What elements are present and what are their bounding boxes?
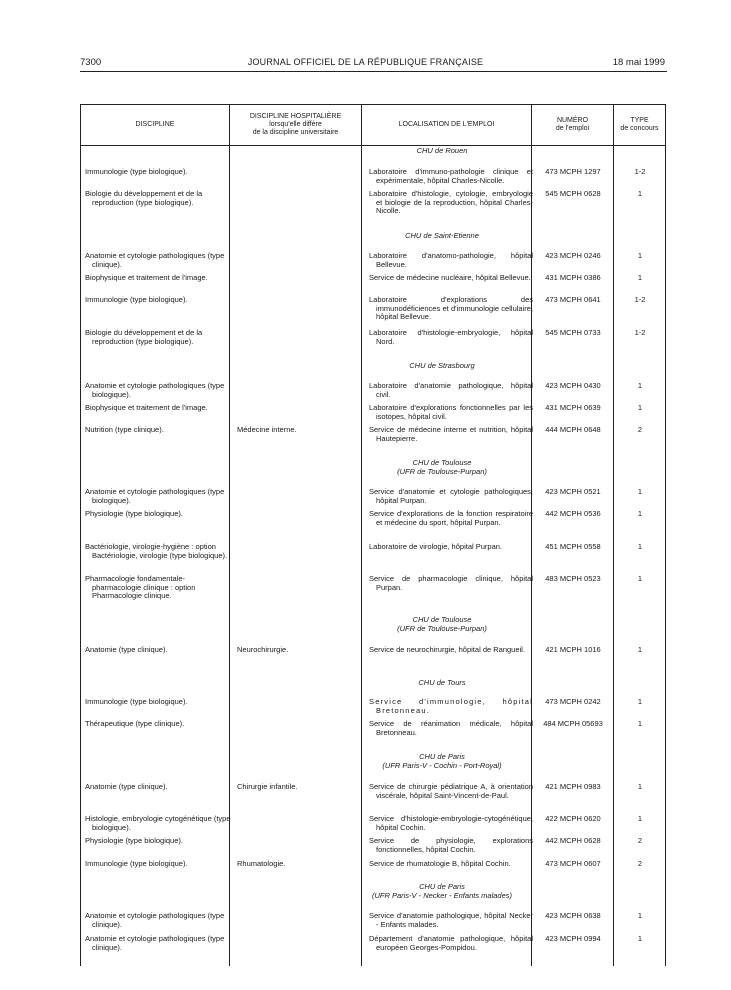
competition-type-cell: 1-2 [634, 167, 646, 176]
position-number-cell: 421 MCPH 1016 [545, 645, 601, 654]
competition-type-cell: 1 [637, 189, 643, 198]
discipline-cell: Physiologie (type biologique). [85, 509, 183, 518]
discipline-cell: Anatomie et cytologie pathologiques (type biologique). [85, 487, 225, 505]
competition-type-cell: 2 [637, 859, 643, 868]
competition-type-cell: 1 [637, 403, 643, 412]
competition-type-cell: 1 [637, 719, 643, 728]
column-divider [613, 104, 614, 966]
discipline-cell: Biologie du développement et de la reproduction (type biologique). [85, 328, 203, 346]
location-cell: Service d'anatomie pathologique, hôpital Necker - Enfants malades. [369, 911, 533, 929]
position-number-cell: 422 MCPH 0620 [545, 814, 601, 823]
location-cell: Laboratoire d'anatomo-pathologie, hôpital Bellevue. [369, 251, 533, 269]
section-heading: CHU de Toulouse (UFR de Toulouse-Purpan) [397, 615, 487, 633]
competition-type-cell: 1 [637, 574, 643, 583]
discipline-cell: Physiologie (type biologique). [85, 836, 183, 845]
position-number-cell: 483 MCPH 0523 [545, 574, 601, 583]
location-cell: Service d'immunologie, hôpital Bretonneau. [369, 697, 533, 715]
discipline-cell: Anatomie et cytologie pathologiques (type clinique). [85, 911, 225, 929]
column-header-number: NUMÉRO de l'emploi [555, 117, 590, 132]
section-heading: CHU de Rouen [416, 146, 468, 155]
competition-type-cell: 1 [637, 697, 643, 706]
position-number-cell: 545 MCPH 0628 [545, 189, 601, 198]
position-number-cell: 431 MCPH 0639 [545, 403, 601, 412]
discipline-cell: Anatomie (type clinique). [85, 645, 168, 654]
competition-type-cell: 1 [637, 381, 643, 390]
position-number-cell: 473 MCPH 1297 [545, 167, 601, 176]
location-cell: Laboratoire d'histologie, cytologie, embryologie et biologie de la reproduction, hôpital Charles-Nicolle. [369, 189, 533, 216]
location-cell: Service de neurochirurgie, hôpital de Rangueil. [369, 645, 525, 654]
competition-type-cell: 1 [637, 911, 643, 920]
location-cell: Laboratoire d'explorations des immunodéficiences et d'immunologie cellulaire, hôpital Bellevue. [369, 295, 533, 322]
competition-type-cell: 2 [637, 425, 643, 434]
competition-type-cell: 1 [637, 487, 643, 496]
discipline-cell: Immunologie (type biologique). [85, 167, 188, 176]
position-number-cell: 423 MCPH 0638 [545, 911, 601, 920]
position-number-cell: 484 MCPH 05693 [543, 719, 603, 728]
position-number-cell: 451 MCPH 0558 [545, 542, 601, 551]
discipline-cell: Anatomie et cytologie pathologiques (type biologique). [85, 381, 225, 399]
position-number-cell: 423 MCPH 0430 [545, 381, 601, 390]
location-cell: Laboratoire d'immuno-pathologie clinique et expérimentale, hôpital Charles-Nicolle. [369, 167, 533, 185]
competition-type-cell: 1-2 [634, 295, 646, 304]
position-number-cell: 444 MCPH 0648 [545, 425, 601, 434]
header-rule [80, 71, 667, 72]
column-header-discipline: DISCIPLINE [135, 121, 175, 128]
location-cell: Service de médecine interne et nutrition, hôpital Hautepierre. [369, 425, 533, 443]
section-heading: CHU de Saint-Etienne [405, 231, 479, 240]
location-cell: Service d'explorations de la fonction respiratoire et médecine du sport, hôpital Purpan. [369, 509, 533, 527]
position-number-cell: 473 MCPH 0242 [545, 697, 601, 706]
position-number-cell: 442 MCPH 0536 [545, 509, 601, 518]
discipline-cell: Anatomie et cytologie pathologiques (type clinique). [85, 934, 225, 952]
hospital-discipline-cell: Chirurgie infantile. [237, 782, 298, 791]
discipline-cell: Pharmacologie fondamentale-pharmacologie clinique : option Pharmacologie clinique. [85, 574, 196, 601]
location-cell: Laboratoire d'histologie-embryologie, hôpital Nord. [369, 328, 533, 346]
discipline-cell: Biophysique et traitement de l'image. [85, 403, 208, 412]
location-cell: Laboratoire d'anatomie pathologique, hôpital civil. [369, 381, 533, 399]
location-cell: Service de médecine nucléaire, hôpital Bellevue. [369, 273, 531, 282]
location-cell: Service de rhumatologie B, hôpital Cochin. [369, 859, 511, 868]
position-number-cell: 423 MCPH 0994 [545, 934, 601, 943]
hospital-discipline-cell: Rhumatologie. [237, 859, 286, 868]
position-number-cell: 545 MCPH 0733 [545, 328, 601, 337]
competition-type-cell: 1 [637, 814, 643, 823]
discipline-cell: Immunologie (type biologique). [85, 295, 188, 304]
competition-type-cell: 1 [637, 509, 643, 518]
position-number-cell: 442 MCPH 0628 [545, 836, 601, 845]
table-top-rule [80, 104, 666, 105]
location-cell: Service d'anatomie et cytologie pathologiques, hôpital Purpan. [369, 487, 533, 505]
position-number-cell: 421 MCPH 0983 [545, 782, 601, 791]
discipline-cell: Biophysique et traitement de l'image. [85, 273, 208, 282]
discipline-cell: Histologie, embryologie cytogénétique (type biologique). [85, 814, 231, 832]
discipline-cell: Anatomie et cytologie pathologiques (type clinique). [85, 251, 225, 269]
section-heading: CHU de Paris (UFR Paris-V - Necker - Enfants malades) [371, 882, 513, 900]
section-heading: CHU de Strasbourg [409, 361, 475, 370]
page-number: 7300 [80, 57, 102, 68]
section-heading: CHU de Tours [418, 678, 466, 687]
competition-type-cell: 1 [637, 251, 643, 260]
location-cell: Département d'anatomie pathologique, hôpital européen Georges-Pompidou. [369, 934, 533, 952]
discipline-cell: Bactériologie, virologie-hygiène : option Bactériologie, virologie (type biologique). [85, 542, 228, 560]
position-number-cell: 473 MCPH 0641 [545, 295, 601, 304]
hospital-discipline-cell: Neurochirurgie. [237, 645, 289, 654]
table-right-border [665, 104, 666, 966]
table-left-border [80, 104, 81, 966]
competition-type-cell: 1 [637, 782, 643, 791]
column-header-type: TYPE de concours [620, 117, 659, 132]
discipline-cell: Nutrition (type clinique). [85, 425, 164, 434]
location-cell: Service de physiologie, explorations fonctionnelles, hôpital Cochin. [369, 836, 533, 854]
discipline-cell: Thérapeutique (type clinique). [85, 719, 185, 728]
discipline-cell: Immunologie (type biologique). [85, 697, 188, 706]
column-header-hospital-discipline: DISCIPLINE HOSPITALIÈRE lorsqu'elle diffère de la discipline universitaire [249, 113, 342, 136]
position-number-cell: 423 MCPH 0246 [545, 251, 601, 260]
header-bottom-rule [80, 145, 666, 146]
competition-type-cell: 1-2 [634, 328, 646, 337]
position-number-cell: 473 MCPH 0607 [545, 859, 601, 868]
page-date: 18 mai 1999 [612, 57, 665, 68]
location-cell: Laboratoire d'explorations fonctionnelles par les isotopes, hôpital civil. [369, 403, 533, 421]
competition-type-cell: 1 [637, 934, 643, 943]
competition-type-cell: 2 [637, 836, 643, 845]
competition-type-cell: 1 [637, 273, 643, 282]
section-heading: CHU de Toulouse (UFR de Toulouse-Purpan) [397, 458, 487, 476]
section-heading: CHU de Paris (UFR Paris-V - Cochin - Port-Royal) [382, 752, 502, 770]
hospital-discipline-cell: Médecine interne. [237, 425, 297, 434]
location-cell: Service de réanimation médicale, hôpital Bretonneau. [369, 719, 533, 737]
column-header-location: LOCALISATION DE L'EMPLOI [398, 121, 495, 128]
competition-type-cell: 1 [637, 645, 643, 654]
location-cell: Service d'histologie-embryologie-cytogénétique, hôpital Cochin. [369, 814, 533, 832]
location-cell: Laboratoire de virologie, hôpital Purpan. [369, 542, 503, 551]
discipline-cell: Immunologie (type biologique). [85, 859, 188, 868]
location-cell: Service de chirurgie pédiatrique A, à orientation viscérale, hôpital Saint-Vincent-de-Paul. [369, 782, 533, 800]
discipline-cell: Anatomie (type clinique). [85, 782, 168, 791]
journal-title: JOURNAL OFFICIEL DE LA RÉPUBLIQUE FRANÇAISE [247, 57, 484, 67]
position-number-cell: 431 MCPH 0386 [545, 273, 601, 282]
discipline-cell: Biologie du développement et de la reproduction (type biologique). [85, 189, 203, 207]
competition-type-cell: 1 [637, 542, 643, 551]
location-cell: Service de pharmacologie clinique, hôpital Purpan. [369, 574, 533, 592]
position-number-cell: 423 MCPH 0521 [545, 487, 601, 496]
